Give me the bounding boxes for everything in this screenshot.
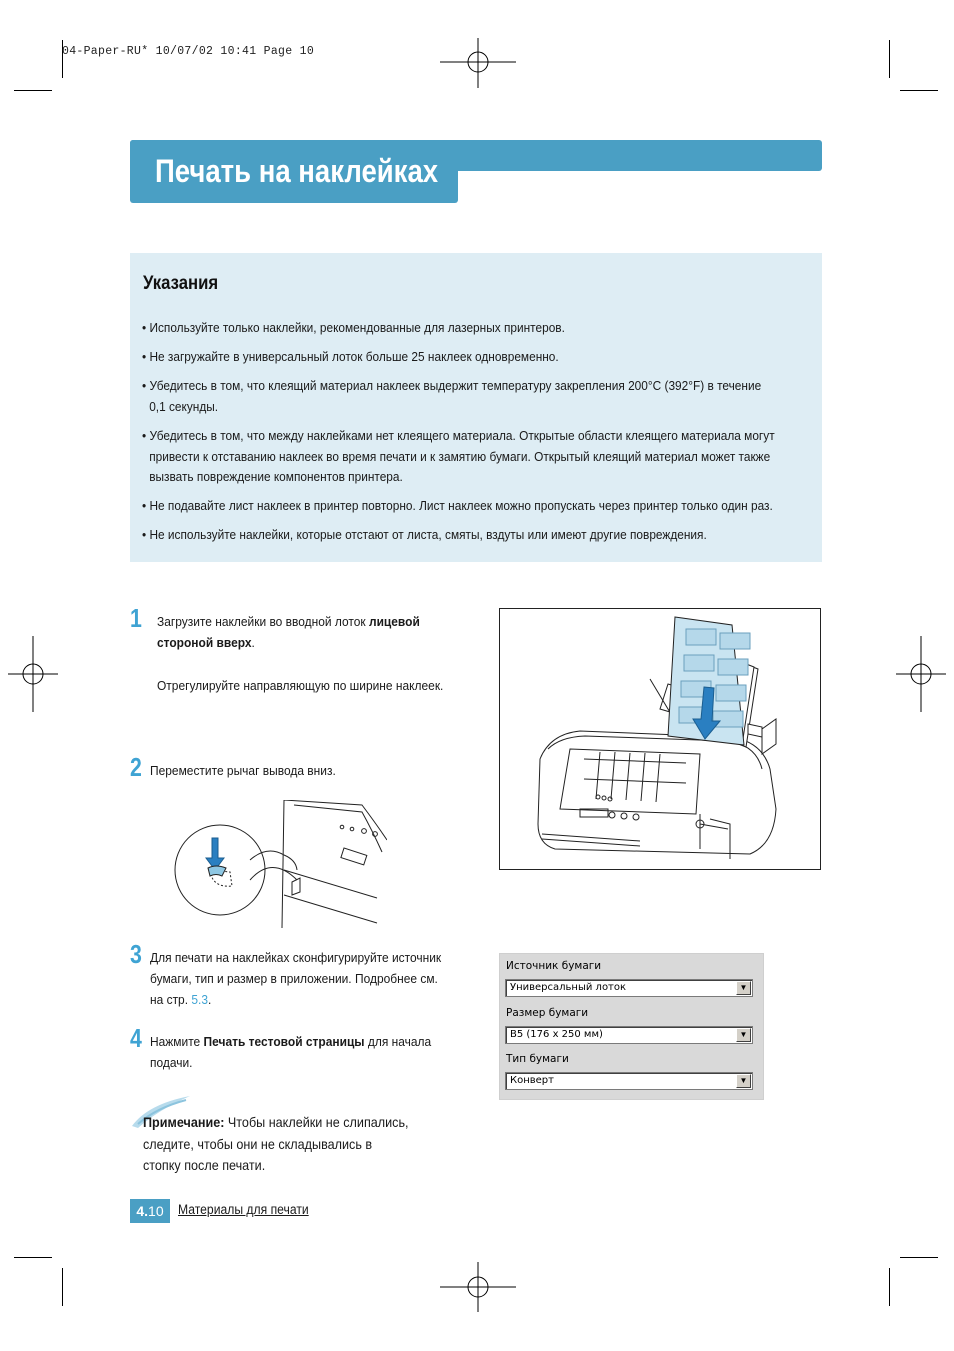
registration-mark-icon xyxy=(896,636,946,712)
paper-type-label: Тип бумаги xyxy=(506,1053,569,1065)
step-number-4: 4 xyxy=(130,1023,142,1053)
step-2-text: Переместите рычаг вывода вниз. xyxy=(150,763,336,778)
paper-settings-dialog xyxy=(499,953,764,1100)
step-number-3: 3 xyxy=(130,939,142,969)
step-4-text: Нажмите Печать тестовой страницы для начала подачи. xyxy=(150,1034,432,1070)
crop-mark xyxy=(14,1257,52,1258)
section-name: Материалы для печати xyxy=(178,1202,309,1217)
crop-mark xyxy=(62,1268,63,1306)
crop-mark xyxy=(900,1257,938,1258)
dropdown-arrow-icon[interactable]: ▼ xyxy=(736,1074,751,1088)
dropdown-arrow-icon[interactable]: ▼ xyxy=(736,1028,751,1042)
paper-source-select[interactable]: Универсальный лоток ▼ xyxy=(505,979,753,997)
step-1-text-2: Отрегулируйте направляющую по ширине наклеек. xyxy=(157,678,444,693)
step-1-text: Загрузите наклейки во вводной лоток лицевой стороной вверх. xyxy=(157,614,420,650)
registration-mark-icon xyxy=(8,636,58,712)
page-number-badge: 4.10 xyxy=(130,1199,170,1223)
crop-mark xyxy=(889,1268,890,1306)
paper-source-label: Источник бумаги xyxy=(506,960,602,972)
note-text: Примечание: Чтобы наклейки не слипались, следите, чтобы они не складывались в стопку после печати. xyxy=(143,1114,409,1173)
step-number-2: 2 xyxy=(130,752,142,782)
printer-illustration xyxy=(499,608,821,870)
paper-type-select[interactable]: Конверт ▼ xyxy=(505,1072,753,1090)
crop-mark xyxy=(14,90,52,91)
guidelines-heading: Указания xyxy=(143,273,219,294)
guideline-item: • Убедитесь в том, что между наклейками нет клеящего материала. Открытые области клеящего материала могут привести к отставанию наклеек во время печати и к замятию бумаги. Открытый клеящий материал может также вызвать повреждение компонентов принтера. xyxy=(142,428,775,484)
page-reference-link[interactable]: 5.3 xyxy=(191,992,209,1007)
crop-mark xyxy=(900,90,938,91)
step-3-text: Для печати на наклейках сконфигурируйте источник бумаги, тип и размер в приложении. Подробнее см. на стр. 5.3. xyxy=(150,950,442,1007)
paper-size-select[interactable]: B5 (176 x 250 мм) ▼ xyxy=(505,1026,753,1044)
output-lever-illustration xyxy=(172,800,387,930)
printer-loading-labels-icon xyxy=(500,609,820,869)
dropdown-arrow-icon[interactable]: ▼ xyxy=(736,981,751,995)
print-slug: 04-Paper-RU* 10/07/02 10:41 Page 10 xyxy=(62,45,315,58)
guideline-item: • Не загружайте в универсальный лоток больше 25 наклеек одновременно. xyxy=(142,349,559,364)
registration-mark-icon xyxy=(440,1262,516,1312)
page-title: Печать на наклейках xyxy=(155,153,439,189)
guideline-item: • Не подавайте лист наклеек в принтер повторно. Лист наклеек можно пропускать через принтер только один раз. xyxy=(142,498,773,513)
paper-size-label: Размер бумаги xyxy=(506,1007,589,1019)
guideline-item: • Убедитесь в том, что клеящий материал наклеек выдержит температуру закрепления 200°C (392°F) в течение 0,1 секунды. xyxy=(142,378,762,414)
guideline-item: • Используйте только наклейки, рекомендованные для лазерных принтеров. xyxy=(142,320,565,335)
guideline-item: • Не используйте наклейки, которые отстают от листа, смяты, вздуты или имеют другие повреждения. xyxy=(142,527,707,542)
step-number-1: 1 xyxy=(130,603,142,633)
crop-mark xyxy=(889,40,890,78)
registration-mark-icon xyxy=(440,38,516,88)
